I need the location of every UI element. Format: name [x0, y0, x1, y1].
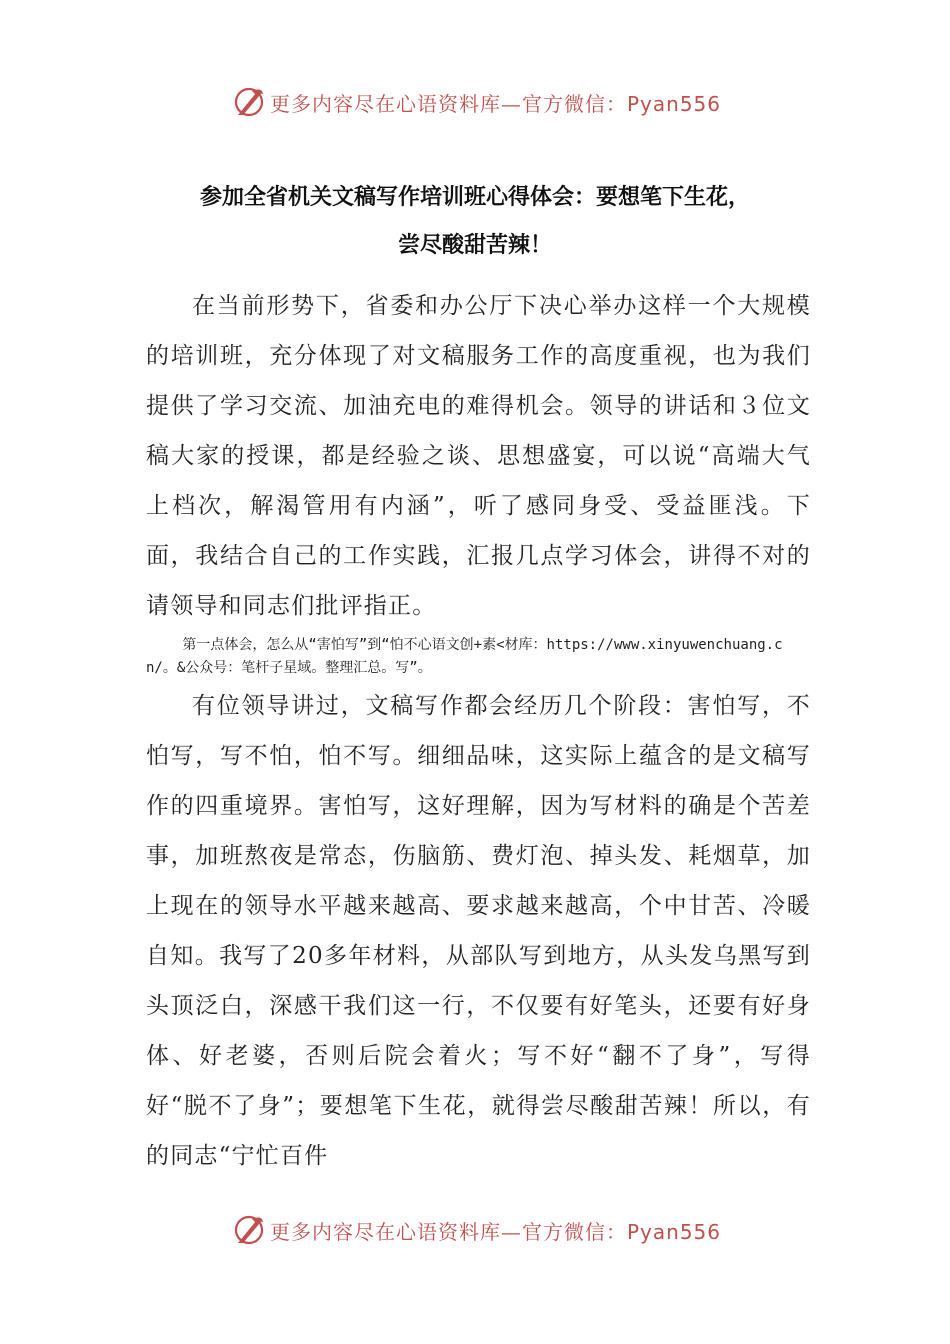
footer-watermark-banner: [232, 1212, 732, 1248]
banner-text: 更多内容尽在心语资料库—官方微信：Pyan556: [270, 1219, 722, 1244]
document-title-line2: 尝尽酸甜苦辣！: [397, 233, 552, 258]
body-paragraph: 有位领导讲过，文稿写作都会经历几个阶段：害怕写，不怕写，写不怕，怕不写。细细品味，这实际上蕴含的是文稿写作的四重境界。害怕写，这好理解，因为写材料的确是个苦差事，加班熬夜是常态，伤脑筋、费灯泡、掉头发、耗烟草，加上现在的领导水平越来越高、要求越来越高，个中甘苦、冷暖自知。我写了20多年材料，从部队写到地方，从头发乌黑写到头顶泛白，深感干我们这一行，不仅要有好笔头，还要有好身体、好老婆，否则后院会着火；写不好“翻不了身”，写得好“脱不了身”；要想笔下生花，就得尝尽酸甜苦辣！所以，有的同志“宁忙百件: [146, 693, 811, 1169]
banner-text: 更多内容尽在心语资料库—官方微信：Pyan556: [270, 91, 722, 116]
watermark-note-paragraph: 第一点体会，怎么从“害怕写”到“怕不心语文创+素<材库：https://www.xinyuwenchuang.cn/。&公众号：笔杆子星域。整理汇总。写”。: [146, 637, 783, 676]
wechat-id: Pyan556: [627, 91, 722, 116]
wechat-id: Pyan556: [627, 1219, 722, 1244]
document-title-line1: 参加全省机关文稿写作培训班心得体会：要想笔下生花，: [199, 185, 750, 210]
quill-pen-logo-icon: [232, 85, 266, 119]
quill-pen-logo-icon: [232, 1213, 266, 1247]
header-watermark-banner: [232, 84, 732, 120]
body-paragraph: 在当前形势下，省委和办公厅下决心举办这样一个大规模的培训班，充分体现了对文稿服务工作的高度重视，也为我们提供了学习交流、加油充电的难得机会。领导的讲话和３位文稿大家的授课，都是经验之谈、思想盛宴，可以说“高端大气上档次，解渴管用有内涵”，听了感同身受、受益匪浅。下面，我结合自己的工作实践，汇报几点学习体会，讲得不对的请领导和同志们批评指正。: [146, 293, 811, 619]
